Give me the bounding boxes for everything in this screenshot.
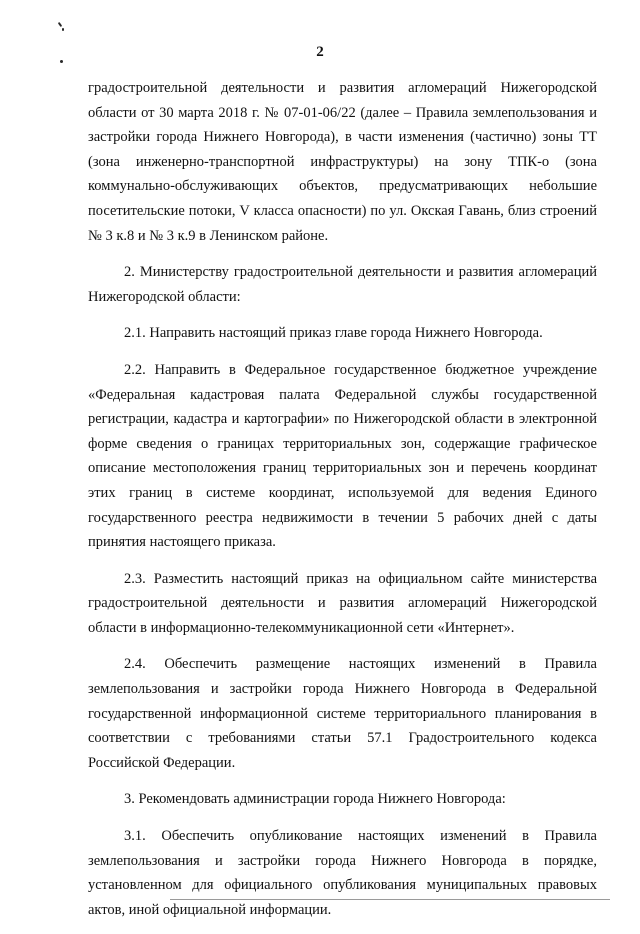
page-number: 2 xyxy=(316,44,324,60)
paragraph-item-2-4: 2.4. Обеспечить размещение настоящих изменений в Правила землепользования и застройки города Нижнего Новгорода в Федеральной государственной информационной системе территориального планирования в соответствии с требованиями статьи 57.1 Градостроительного кодекса Российской Федерации. xyxy=(88,656,597,771)
paragraph-item-2-1: 2.1. Направить настоящий приказ главе города Нижнего Новгорода. xyxy=(124,325,543,342)
bottom-rule xyxy=(170,899,610,900)
paragraph-item-2-2: 2.2. Направить в Федеральное государственное бюджетное учреждение «Федеральная кадастровая палата Федеральной службы государственной регистрации, кадастра и картографии» по Нижегородской области в электронной форме сведения о границах территориальных зон, содержащие графическое описание местоположения границ территориальных зон и перечень координат этих границ в системе координат, используемой для ведения Единого государственного реестра недвижимости в течении 5 рабочих дней с даты принятия настоящего приказа. xyxy=(88,361,597,551)
paragraph-item-2: 2. Министерству градостроительной деятельности и развития агломераций Нижегородской области: xyxy=(88,264,597,305)
paragraph-item-2-3: 2.3. Разместить настоящий приказ на официальном сайте министерства градостроительной деятельности и развития агломераций Нижегородской области в информационно-телекоммуникационной сети «Интернет». xyxy=(88,570,597,636)
scan-artifact xyxy=(62,28,64,31)
paragraph-item-3-1: 3.1. Обеспечить опубликование настоящих изменений в Правила землепользования и застройки города Нижнего Новгорода в порядке, установленном для официального опубликования муниципальных правовых актов, иной официальной информации. xyxy=(88,828,597,918)
paragraph-continuation: градостроительной деятельности и развития агломераций Нижегородской области от 30 марта 2018 г. № 07-01-06/22 (далее – Правила землепользования и застройки города Нижнего Новгорода), в части изменения (частично) зоны ТТ (зона инженерно-транспортной инфраструктуры) на зону ТПК-о (зона коммунально-обслуживающих объектов, предусматривающих небольшие посетительские потоки, V класса опасности) по ул. Окская Гавань, близ строений № 3 к.8 и № 3 к.9 в Ленинском районе. xyxy=(88,80,597,244)
document-body xyxy=(88,76,597,934)
paragraph-item-3: 3. Рекомендовать администрации города Нижнего Новгорода: xyxy=(124,791,506,808)
scan-artifact xyxy=(58,22,63,27)
